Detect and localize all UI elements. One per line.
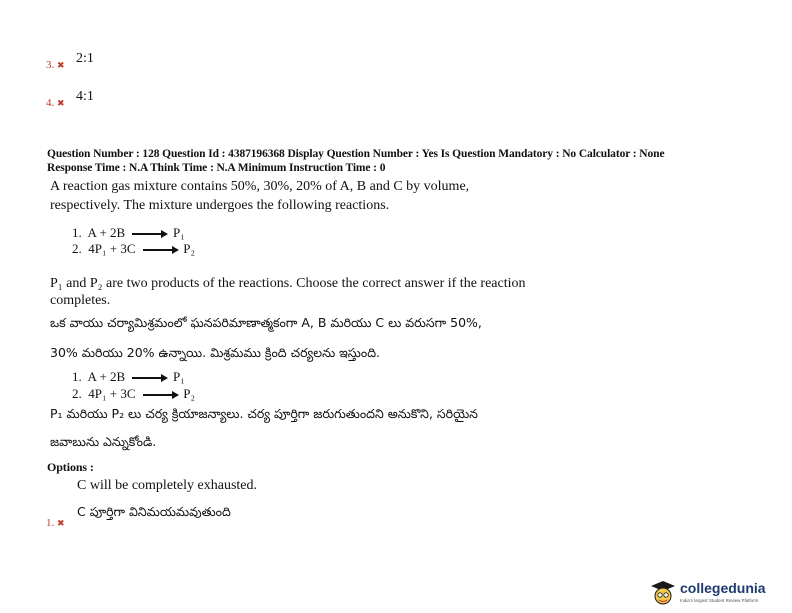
question-english-line4: completes. (50, 293, 111, 308)
option-3-number: 3. ✖ (46, 59, 65, 71)
option-1-english: C will be completely exhausted. (77, 478, 258, 493)
options-label: Options : (47, 460, 94, 474)
reaction-arrow-icon (132, 233, 162, 235)
logo-name: collegedunia (680, 580, 766, 596)
reaction-arrow-icon (143, 249, 173, 251)
option-marker-icon: ✖ (57, 518, 65, 528)
logo-tagline: India's largest Student Review Platform (680, 598, 759, 603)
collegedunia-logo (648, 578, 788, 608)
telugu-reaction-1: 1. A + 2B P₁ (72, 369, 185, 384)
question-english-line2: respectively. The mixture undergoes the following reactions. (50, 198, 390, 213)
question-meta-line2: Response Time : N.A Think Time : N.A Minimum Instruction Time : 0 (47, 162, 386, 174)
option-3-value: 2:1 (76, 51, 94, 66)
question-telugu-line3: P₁ మరియు P₂ లు చర్య క్రియాజన్యాలు. చర్య పూర్తిగా జరుగుతుందని అనుకొని, సరియైన (50, 406, 478, 421)
option-4-value: 4:1 (76, 89, 94, 104)
question-telugu-line1: ఒక వాయు చర్యామిశ్రమంలో ఘనపరిమాణాత్మకంగా A, B మరియు C లు వరుసగా 50%, (50, 315, 482, 330)
reaction-arrow-icon (143, 394, 173, 396)
question-english-line3: P₁ and P₂ are two products of the reactions. Choose the correct answer if the reaction (50, 276, 526, 291)
telugu-reaction-2: 2. 4P₁ + 3C P₂ (72, 386, 196, 401)
option-marker-icon: ✖ (57, 98, 65, 108)
reaction-arrow-icon (132, 377, 162, 379)
question-telugu-line2: 30% మరియు 20% ఉన్నాయి. మిశ్రమము క్రింది చర్యలను ఇస్తుంది. (50, 345, 381, 360)
mascot-icon (648, 578, 678, 608)
english-reaction-1: 1. A + 2B P₁ (72, 225, 185, 240)
option-1-number: 1. ✖ (46, 517, 65, 529)
option-4-number: 4. ✖ (46, 97, 65, 109)
question-meta-line1: Question Number : 128 Question Id : 4387196368 Display Question Number : Yes Is Question Mandatory : No Calculator : None (47, 148, 665, 160)
option-marker-icon: ✖ (57, 60, 65, 70)
option-1-telugu: C పూర్తిగా వినిమయమవుతుంది (77, 504, 231, 519)
english-reaction-2: 2. 4P₁ + 3C P₂ (72, 241, 196, 256)
question-telugu-line4: జవాబును ఎన్నుకోండి. (50, 434, 157, 449)
question-english-line1: A reaction gas mixture contains 50%, 30%, 20% of A, B and C by volume, (50, 179, 470, 194)
